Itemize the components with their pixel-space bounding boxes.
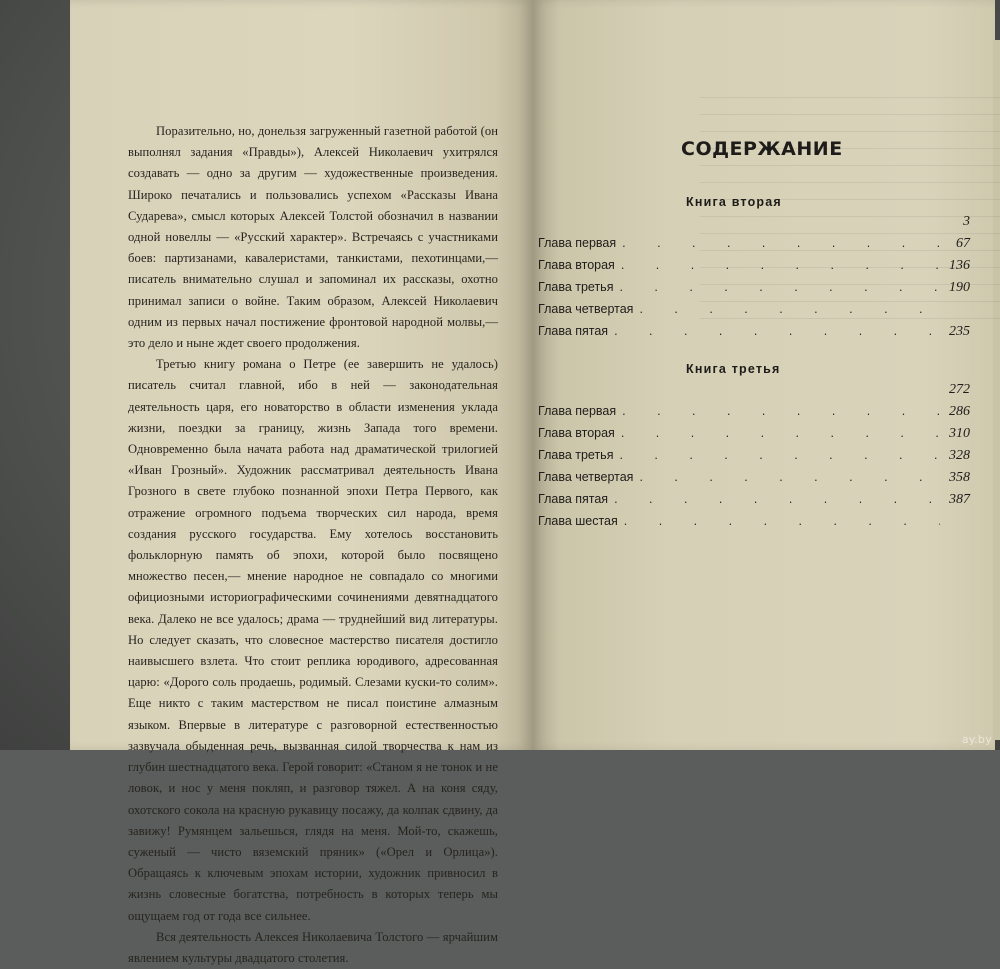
toc-entry-label: Глава первая — [538, 404, 617, 418]
dot-leader — [616, 236, 940, 250]
toc-entry-label: Глава вторая — [538, 426, 615, 440]
toc-entry-label: Глава первая — [538, 236, 617, 250]
toc-entry-label: Глава пятая — [538, 492, 609, 506]
toc-entry — [538, 280, 970, 300]
toc-entry-page: 235 — [949, 324, 970, 339]
toc-entry — [538, 214, 970, 234]
toc-entry-page: 310 — [949, 426, 970, 441]
toc-entry-page: 67 — [956, 236, 970, 251]
toc-entry-page: 286 — [949, 404, 970, 419]
toc-entry-page: 328 — [949, 448, 970, 463]
toc-entry — [538, 382, 970, 402]
toc-entry — [538, 302, 970, 322]
toc-entry-page: 136 — [949, 258, 970, 273]
toc-entry-label: Глава шестая — [538, 514, 618, 528]
left-page — [70, 0, 532, 965]
dot-leader — [615, 258, 940, 272]
toc-entry — [538, 448, 970, 468]
toc-entry-page: 190 — [949, 280, 970, 295]
body-text — [128, 121, 498, 969]
open-book — [70, 0, 995, 965]
toc-entry-label: Глава четвертая — [538, 302, 634, 316]
toc-entry-label: Глава третья — [538, 280, 614, 294]
dot-leader — [608, 492, 940, 506]
dot-leader — [613, 280, 940, 294]
watermark: ay.by — [961, 733, 992, 746]
toc-entry-page: 272 — [949, 382, 970, 397]
toc-entry-page: 3 — [963, 214, 970, 229]
toc-entry — [538, 324, 970, 344]
toc-entry — [538, 236, 970, 256]
dot-leader — [616, 404, 940, 418]
book-heading-third: Книга третья — [686, 362, 781, 376]
dot-leader — [618, 514, 940, 528]
dot-leader — [633, 302, 940, 316]
book-heading-second: Книга вторая — [686, 195, 782, 209]
toc-title: СОДЕРЖАНИЕ — [681, 138, 843, 160]
toc-entry-label: Глава пятая — [538, 324, 609, 338]
toc-entry-page: 387 — [949, 492, 970, 507]
toc-entry — [538, 426, 970, 446]
dot-leader — [615, 426, 940, 440]
paragraph-3: Вся деятельность Алексея Николаевича Толстого — ярчайшим явлением культуры двадцатого столетия. — [128, 929, 498, 965]
dot-leader — [608, 324, 940, 338]
toc-entry-label: Глава четвертая — [538, 470, 634, 484]
paragraph-1: Поразительно, но, донельзя загруженный газетной работой (он выполнял задания «Правды»), Алексей Николаевич ухитрялся создавать — одно за другим — художественные произведения. Широко печатались и пользовались успехом «Рассказы Ивана Сударева», смысл которых Алексей Толстой обозначил в названии одной новеллы — «Русский характер». Встречаясь с участниками боев: партизанами, кавалеристами, танкистами, пехотинцами,— писатель внимательно слушал и запоминал их рассказы, охотно принимал записи о войне. Таким образом, Алексей Николаевич одним из первых начал постижение фронтовой народной молвы,— это дело и ныне ждет своего продолжения. — [128, 124, 498, 351]
paragraph-2: Третью книгу романа о Петре (ее завершить не удалось) писатель считал главной, ибо в ней — законодательная деятельность царя, его новаторство в области изменения уклада жизни, поездки за границу, жизнь Запада того времени. Одновременно была начата работа над драматической трилогией «Иван Грозный». Художник рассматривал деятельность Ивана Грозного в свете глубоко познанной эпохи Петра Первого, как отражение огромного подъема творческих сил народа, время создания русского государства. Ему хотелось восстановить фольклорную память об эпохи, которой было посвящено множество песен,— мнение народное не совпадало со многими официозными историографическими сочинениями девятнадцатого века. Далеко не все удалось; драма — труднейший вид литературы. Но следует сказать, что словесное мастерство писателя достигло наивысшего взлета. Что стоит реплика юродивого, адресованная царю: «Дорого соль продаешь, родимый. Слезами куски-то солим». Еще никто с таким мастерством не писал поистине алмазным языком. Впервые в литературе с разговорной естественностью зазвучала обыденная речь, вызванная силой творчества к нам из глубин шестнадцатого века. Герой говорит: «Станом я не тонок и не ловок, и нос у меня покляп, и разговор тяжел. А на коня сяду, охотского сокола на красную рукавицу посажу, да колпак сдвину, да завижу! Румянцем зальешься, глядя на меня. Мой-то, скажешь, суженый — чисто вяземский пряник» («Орел и Орлица»). Обращаясь к ключевым эпохам истории, художник привносил в жизнь словесные богатства, потребность в которых теперь мы ощущаем год от года все сильнее. — [128, 357, 498, 923]
toc-entry — [538, 404, 970, 424]
toc-entry-label: Глава третья — [538, 448, 614, 462]
toc-entry-label: Глава вторая — [538, 258, 615, 272]
toc-entry — [538, 514, 970, 534]
toc-entry — [538, 492, 970, 512]
toc-entry — [538, 258, 970, 278]
dot-leader — [613, 448, 940, 462]
dot-leader — [633, 470, 940, 484]
toc-entry — [538, 470, 970, 490]
toc-entry-page: 358 — [949, 470, 970, 485]
